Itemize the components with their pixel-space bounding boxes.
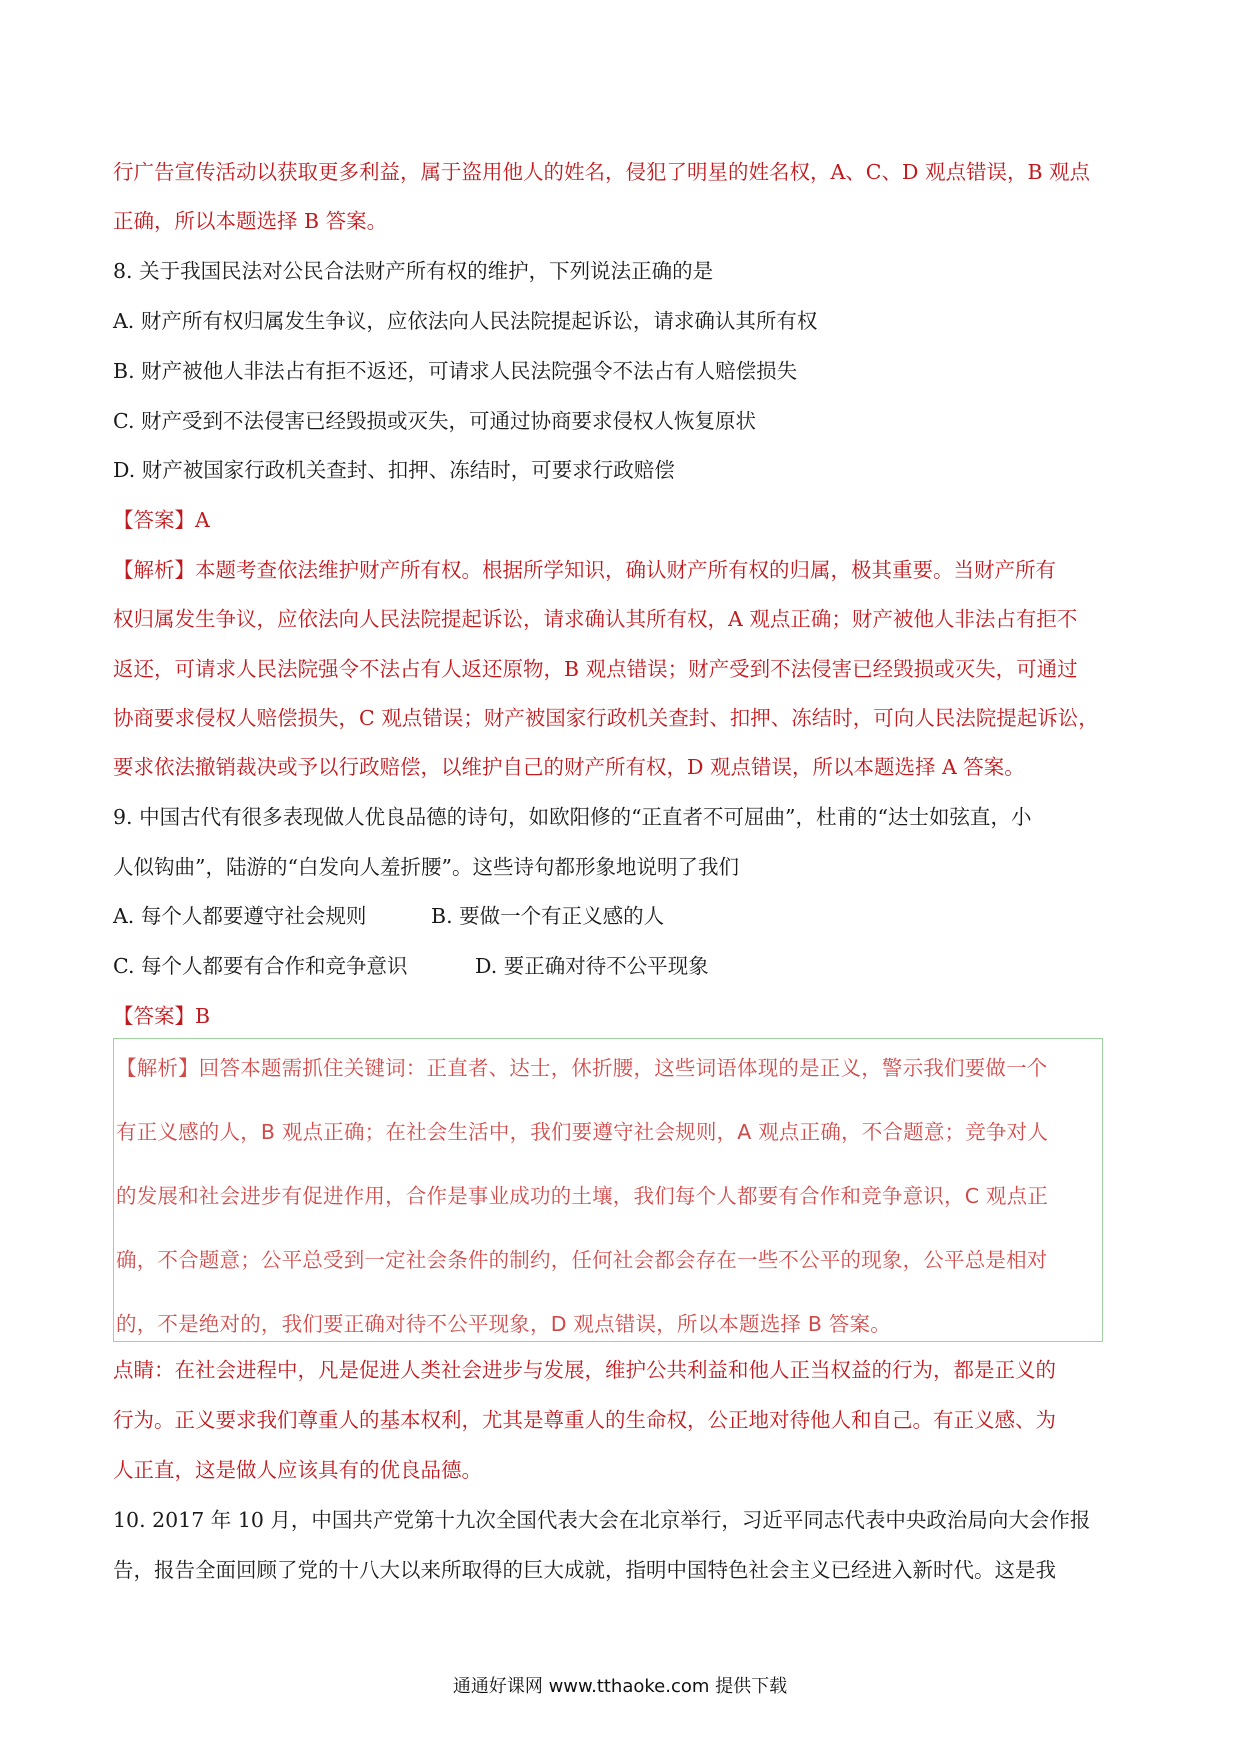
q8-analysis-line: 协商要求侵权人赔偿损失，C 观点错误；财产被国家行政机关查封、扣押、冻结时，可向人民法院提起诉讼， bbox=[113, 706, 1099, 730]
question-8-stem: 8. 关于我国民法对公民合法财产所有权的维护，下列说法正确的是 bbox=[113, 259, 714, 283]
q9-option-d: D. 要正确对待不公平现象 bbox=[475, 954, 709, 978]
q7-tail-line-1: 行广告宣传活动以获取更多利益，属于盗用他人的姓名，侵犯了明星的姓名权，A、C、D 观点错误，B 观点 bbox=[113, 160, 1091, 184]
q8-analysis-line: 权归属发生争议，应依法向人民法院提起诉讼，请求确认其所有权，A 观点正确；财产被他人非法占有拒不 bbox=[113, 607, 1078, 631]
q9-tip-line: 行为。正义要求我们尊重人的基本权利，尤其是尊重人的生命权，公正地对待他人和自己。有正义感、为 bbox=[113, 1408, 1056, 1432]
q9-option-b: B. 要做一个有正义感的人 bbox=[431, 904, 665, 928]
q8-analysis-line: 【解析】本题考查依法维护财产所有权。根据所学知识，确认财产所有权的归属，极其重要。当财产所有 bbox=[113, 558, 1056, 582]
q8-option-a: A. 财产所有权归属发生争议，应依法向人民法院提起诉讼，请求确认其所有权 bbox=[113, 309, 818, 333]
q9-option-c: C. 每个人都要有合作和竞争意识 bbox=[113, 954, 408, 978]
q9-analysis-line: 确，不合题意；公平总受到一定社会条件的制约，任何社会都会存在一些不公平的现象，公平总是相对 bbox=[116, 1248, 1048, 1272]
q9-tip-line: 人正直，这是做人应该具有的优良品德。 bbox=[113, 1458, 482, 1482]
q9-analysis-line: 有正义感的人，B 观点正确；在社会生活中，我们要遵守社会规则，A 观点正确，不合题意；竞争对人 bbox=[116, 1120, 1049, 1144]
q8-option-c: C. 财产受到不法侵害已经毁损或灭失，可通过协商要求侵权人恢复原状 bbox=[113, 409, 756, 433]
q8-analysis-line: 返还，可请求人民法院强令不法占有人返还原物，B 观点错误；财产受到不法侵害已经毁损或灭失，可通过 bbox=[113, 657, 1078, 681]
question-9-stem-line-2: 人似钩曲”，陆游的“白发向人羞折腰”。这些诗句都形象地说明了我们 bbox=[113, 855, 739, 879]
q9-analysis-line: 【解析】回答本题需抓住关键词：正直者、达士，休折腰，这些词语体现的是正义，警示我们要做一个 bbox=[116, 1056, 1048, 1080]
q9-tip-line: 点睛：在社会进程中，凡是促进人类社会进步与发展，维护公共利益和他人正当权益的行为，都是正义的 bbox=[113, 1358, 1056, 1382]
q8-option-b: B. 财产被他人非法占有拒不返还，可请求人民法院强令不法占有人赔偿损失 bbox=[113, 359, 798, 383]
page-footer: 通通好课网 www.tthaoke.com 提供下载 bbox=[452, 1676, 788, 1697]
q9-analysis-line: 的发展和社会进步有促进作用，合作是事业成功的土壤，我们每个人都要有合作和竞争意识，C 观点正 bbox=[116, 1184, 1049, 1208]
q9-options-row-2 bbox=[113, 956, 709, 977]
q9-analysis-line: 的，不是绝对的，我们要正确对待不公平现象，D 观点错误，所以本题选择 B 答案。 bbox=[116, 1312, 891, 1336]
question-9-stem-line-1: 9. 中国古代有很多表现做人优良品德的诗句，如欧阳修的“正直者不可屈曲”，杜甫的“达士如弦直，小 bbox=[113, 805, 1032, 829]
q8-analysis-line: 要求依法撤销裁决或予以行政赔偿，以维护自己的财产所有权，D 观点错误，所以本题选择 A 答案。 bbox=[113, 755, 1025, 779]
q9-answer: 【答案】B bbox=[113, 1004, 211, 1028]
q8-answer: 【答案】A bbox=[113, 508, 210, 532]
q9-options-row-1 bbox=[113, 906, 664, 927]
q9-option-a: A. 每个人都要遵守社会规则 bbox=[113, 904, 367, 928]
q9-analysis-box bbox=[113, 1038, 1103, 1342]
question-10-line-2: 告，报告全面回顾了党的十八大以来所取得的巨大成就，指明中国特色社会主义已经进入新时代。这是我 bbox=[113, 1558, 1056, 1582]
q8-option-d: D. 财产被国家行政机关查封、扣押、冻结时，可要求行政赔偿 bbox=[113, 458, 675, 482]
q7-tail-line-2: 正确，所以本题选择 B 答案。 bbox=[113, 209, 388, 233]
question-10-line-1: 10. 2017 年 10 月，中国共产党第十九次全国代表大会在北京举行，习近平同志代表中央政治局向大会作报 bbox=[113, 1508, 1091, 1532]
